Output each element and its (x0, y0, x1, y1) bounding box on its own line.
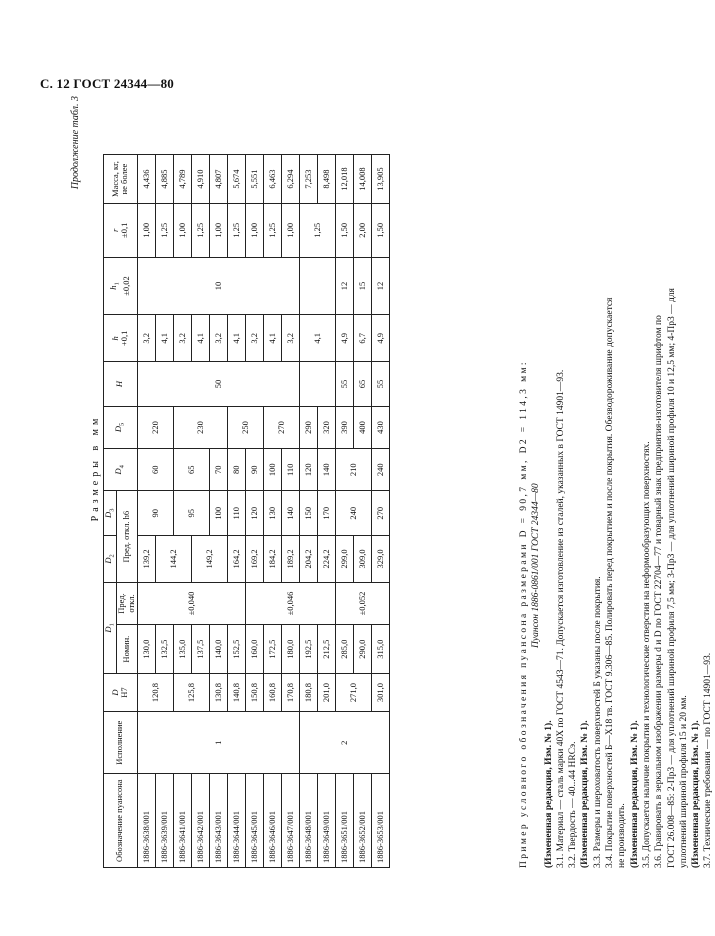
header-d5: $D_5$ (104, 406, 138, 448)
note-3-6-cont2: уплотнений шириной профиля 15 и 20 мм. (678, 695, 689, 868)
sizes-label: Размеры в мм (90, 414, 101, 522)
table-row: 1886-3641/001 125,8 135,0 95 65 230 3,2 1,00 4,789 (173, 97, 191, 868)
header-mass: Масса, кг, не более (104, 155, 138, 204)
header-h: h +0,1 (104, 315, 138, 362)
note-3-4: 3.4. Покрытие поверхностей Б—Х18 тв. ГОСТ 9.306—85. Полировать перед покрытием и после покрытия. Обезводороживание допускается (605, 297, 616, 868)
table-row: 1886-3648/001 2 180,8 192,5 204,2 150 120 290 4,1 1,25 7,253 (299, 97, 317, 868)
amendment-note: (Измененная редакция, Изм. № 1). (580, 720, 591, 868)
header-d1-dev: Пред. откл. (117, 582, 138, 624)
table-row: 1886-3642/001 137,5 149,2 4,1 1,25 4,910 (191, 97, 209, 868)
note-3-7: 3.7. Технические требования — по ГОСТ 14901—93. (703, 652, 714, 868)
amendment-note: (Измененная редакция, Изм. № 1). (543, 720, 554, 868)
rotated-table-content (70, 96, 714, 868)
note-3-6-cont: ГОСТ 26.008—85: 2-Пр3 — для уплотнений шириной профиля 7,5 мм; 3-Пр3 — для уплотнений шириной профиля 10 и 12,5 мм; 4-Пр3 — для (666, 288, 677, 868)
table-row: 1886-3651/001 271,0 285,0 ±0,052 299,0 240 210 390 55 4,9 12 1,50 12,018 (335, 97, 353, 868)
page-title: С. 12 ГОСТ 24344—80 (40, 76, 174, 91)
table-row: 1886-3649/001 201,0 212,5 224,2 170 140 320 8,498 (317, 97, 335, 868)
table-row: 1886-3646/001 160,8 172,5 184,2 130 100 270 4,1 1,25 6,463 (263, 97, 281, 868)
note-3-2: 3.2. Твердость — 40...44 HRCэ. (568, 741, 579, 868)
note-3-4-cont: не производить. (617, 803, 628, 868)
note-3-5: 3.5. Допускается наличие покрытия и технологические отверстия на неформообразующих поверхностях. (641, 441, 652, 868)
amendment-note: (Измененная редакция, Изм. № 1). (629, 720, 640, 868)
note-3-6: 3.6. Гравировать в зеркальном изображении размеры d и D по ГОСТ 22704—77 и товарный знак предприятия-изготовителя шрифтом по (654, 315, 665, 868)
table-row: 1886-3643/001 130,8 140,0 100 70 3,2 1,00 4,807 (209, 97, 227, 868)
header-d2: $D_2$ (104, 536, 117, 583)
table-row: 1886-3647/001 170,8 180,0 189,2 140 110 3,2 1,00 6,294 (281, 97, 299, 868)
table-row: 1886-3644/001 140,8 152,5 164,2 110 80 250 4,1 1,25 5,674 (227, 97, 245, 868)
header-version: Исполнение (104, 712, 138, 774)
note-3-1: 3.1. Материал — сталь марки 40Х по ГОСТ 4543—71. Допускается изготовление из сталей, указанных в ГОСТ 14901—93. (555, 369, 566, 868)
example-line: Пример условного обозначения пуансона размерами D = 90,7 мм, D2 = 114,3 мм: (519, 360, 529, 868)
dimensions-table (103, 96, 390, 868)
header-d1-nom: Номин. (117, 625, 138, 674)
table-row: 1886-3653/001 301,0 315,0 329,0 270 240 430 55 4,9 12 1,50 13,905 (371, 97, 389, 868)
note-3-3: 3.3. Размеры и шероховатость поверхностей Б указаны после покрытия. (592, 576, 603, 868)
header-d1: $D_1$ (104, 582, 117, 673)
header-d4: $D_4$ (104, 449, 138, 491)
table-row: 1886-3652/001 290,0 309,0 400 65 6,7 15 2,00 14,008 (353, 97, 371, 868)
header-h-big: H (104, 362, 138, 407)
continuation-label: Продолжение табл. 3 (70, 96, 81, 190)
header-designation: Обозначение пуансона (104, 774, 138, 868)
header-d: D H7 (104, 674, 138, 712)
table-row: 1886-3639/001 132,5 144,2 4,1 1,25 4,885 (155, 97, 173, 868)
header-r: r ±0,1 (104, 204, 138, 257)
header-h1: $h_1$ ±0,02 (104, 257, 138, 315)
table-row: 1886-3638/001 1 120,8 130,0 ±0,040 139,2 90 60 220 50 3,2 10 1,00 4,436 (137, 97, 155, 868)
amendment-note: (Измененная редакция, Изм. № 1). (691, 720, 702, 868)
table-row: 1886-3645/001 150,8 160,0 ±0,046 169,2 120 90 3,2 1,00 5,551 (245, 97, 263, 868)
header-d3: $D_3$ (104, 491, 117, 536)
header-d2-dev: Пред. откл. h6 (117, 491, 138, 582)
example-designation: Пуансон 1886-0861/001 ГОСТ 24344—80 (531, 483, 542, 648)
technical-notes (518, 96, 715, 868)
